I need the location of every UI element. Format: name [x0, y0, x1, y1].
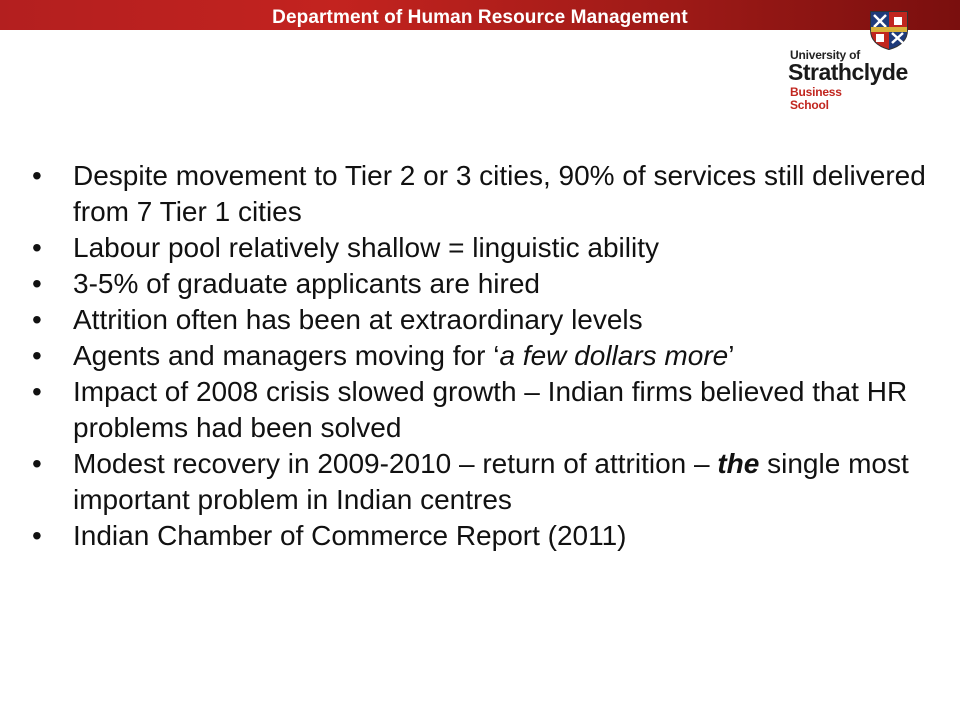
bullet-item [32, 266, 937, 302]
bullet-dot-icon: • [32, 304, 42, 335]
bullet-dot-icon: • [32, 520, 42, 551]
bullet-text: Impact of 2008 crisis slowed growth – Indian firms believed that HR problems had been solved [73, 376, 908, 443]
bullet-dot-icon: • [32, 376, 42, 407]
bullet-text-emphasis: the [717, 448, 760, 479]
bullet-text: Despite movement to Tier 2 or 3 cities, 90% of services still delivered from 7 Tier 1 cities [73, 160, 926, 227]
bullet-item [32, 230, 937, 266]
bullet-text: Attrition often has been at extraordinary levels [73, 304, 643, 335]
bullet-dot-icon: • [32, 232, 42, 263]
bullet-text-before: Modest recovery in 2009-2010 – return of attrition – [73, 448, 718, 479]
logo-school: School [790, 98, 829, 112]
bullet-dot-icon: • [32, 160, 42, 191]
bullet-item [32, 158, 937, 230]
logo-business: Business [790, 85, 842, 99]
logo-business-school [790, 86, 842, 112]
bullet-text: 3-5% of graduate applicants are hired [73, 268, 540, 299]
bullet-text-after: ’ [728, 340, 735, 371]
bullet-dot-icon: • [32, 268, 42, 299]
bullet-list [32, 158, 937, 554]
bullet-text-before: Agents and managers moving for ‘ [73, 340, 500, 371]
bullet-dot-icon: • [32, 448, 42, 479]
bullet-item [32, 302, 937, 338]
university-logo [788, 6, 928, 118]
logo-university-of: University of [790, 48, 861, 62]
logo-strathclyde: Strathclyde [788, 59, 908, 85]
department-title: Department of Human Resource Management [272, 7, 688, 28]
bullet-item [32, 446, 937, 518]
bullet-item [32, 374, 937, 446]
bullet-dot-icon: • [32, 340, 42, 371]
bullet-item [32, 338, 937, 374]
bullet-text: Labour pool relatively shallow = linguistic ability [73, 232, 659, 263]
crest-icon [868, 10, 910, 50]
bullet-item [32, 518, 937, 554]
bullet-text-italic: a few dollars more [499, 340, 729, 371]
bullet-text-after: single most important problem in Indian centres [73, 448, 909, 515]
bullet-text: Indian Chamber of Commerce Report (2011) [73, 520, 627, 551]
